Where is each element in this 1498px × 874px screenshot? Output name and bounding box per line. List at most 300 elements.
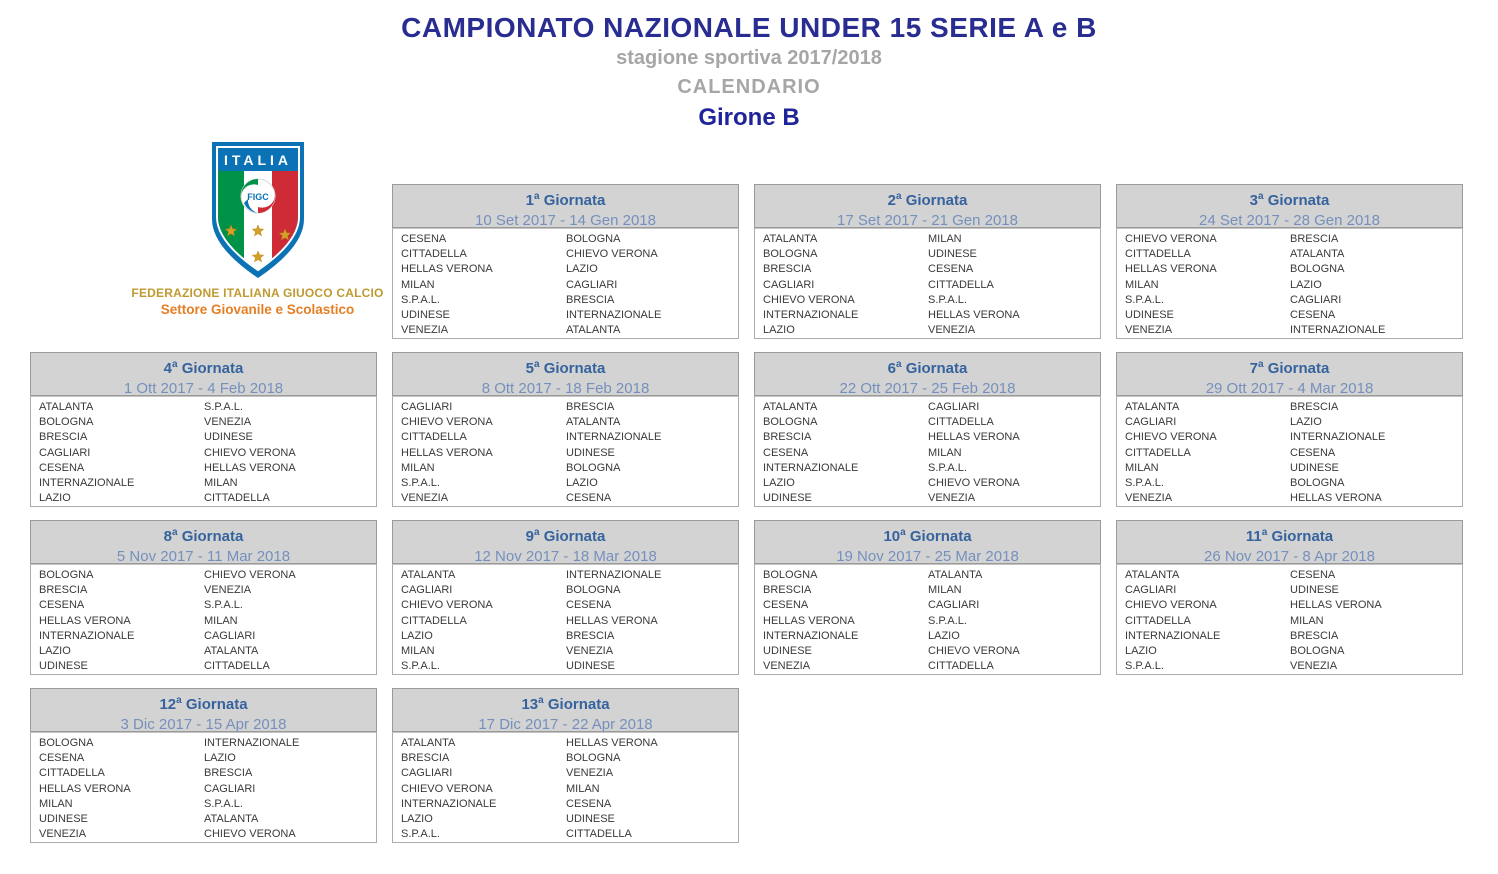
match-row: [763, 583, 1100, 598]
match-row: [401, 262, 738, 277]
page-title: CAMPIONATO NAZIONALE UNDER 15 SERIE A e B: [401, 12, 1097, 43]
giornata-ordinal-sup: a: [1261, 527, 1268, 538]
home-team: CAGLIARI: [401, 401, 453, 413]
away-team: UDINESE: [566, 813, 615, 826]
giornata-dates: 22 Ott 2017 - 25 Feb 2018: [839, 380, 1016, 397]
away-team: CHIEVO VERONA: [928, 477, 1020, 490]
home-team: CESENA: [763, 599, 809, 612]
away-team: ATALANTA: [204, 645, 259, 658]
match-row: [39, 583, 376, 598]
giornata-matches: [754, 564, 1101, 675]
giornata-word: Giornata: [185, 696, 248, 713]
away-team: MILAN: [204, 477, 238, 490]
away-team: CAGLIARI: [204, 782, 256, 795]
federation-sector: Settore Giovanile e Scolastico: [160, 302, 355, 317]
match-row: [39, 430, 376, 445]
home-team: ATALANTA: [1125, 569, 1180, 581]
away-team: UDINESE: [1290, 461, 1339, 474]
home-team: UDINESE: [39, 660, 88, 673]
away-team: S.P.A.L.: [204, 401, 243, 413]
away-team: CITTADELLA: [928, 278, 994, 291]
away-team: CITTADELLA: [566, 828, 632, 841]
giornata-ordinal-sup: a: [533, 191, 540, 202]
giornata-word: Giornata: [905, 360, 968, 377]
home-team: MILAN: [401, 278, 435, 291]
match-row: [39, 827, 376, 842]
match-row: [763, 323, 1100, 338]
away-team: HELLAS VERONA: [1290, 599, 1382, 612]
away-team: MILAN: [928, 584, 962, 597]
giornata-card: [754, 520, 1101, 675]
away-team: LAZIO: [928, 629, 960, 642]
away-team: CHIEVO VERONA: [928, 645, 1020, 658]
home-team: CESENA: [39, 599, 85, 612]
home-team: INTERNAZIONALE: [1125, 629, 1221, 642]
away-team: BRESCIA: [1290, 629, 1339, 642]
giornata-number: 12: [159, 696, 177, 713]
match-row: [401, 308, 738, 323]
away-team: VENEZIA: [928, 324, 976, 337]
away-team: BRESCIA: [204, 767, 253, 780]
giornata-dates: 5 Nov 2017 - 11 Mar 2018: [116, 548, 291, 565]
match-row: [401, 583, 738, 598]
giornata-word: Giornata: [1267, 192, 1330, 209]
away-team: UDINESE: [1290, 584, 1339, 597]
away-team: CHIEVO VERONA: [566, 248, 658, 261]
away-team: MILAN: [928, 233, 962, 245]
giornata-number: 11: [1245, 528, 1262, 545]
home-team: CESENA: [401, 233, 447, 245]
home-team: HELLAS VERONA: [39, 782, 131, 795]
giornata-dates: 17 Dic 2017 - 22 Apr 2018: [478, 716, 653, 733]
giornata-header: [392, 184, 739, 228]
away-team: S.P.A.L.: [928, 614, 967, 627]
away-team: CHIEVO VERONA: [204, 569, 296, 581]
match-row: [1125, 247, 1462, 262]
match-row: [401, 751, 738, 766]
away-team: BRESCIA: [566, 401, 615, 413]
match-row: [1125, 644, 1462, 659]
home-team: CHIEVO VERONA: [401, 599, 493, 612]
away-team: ATALANTA: [928, 569, 983, 581]
giornata-dates: 1 Ott 2017 - 4 Feb 2018: [123, 380, 284, 397]
away-team: BRESCIA: [566, 293, 615, 306]
giornata-number: 4: [163, 360, 172, 377]
match-row: [763, 476, 1100, 491]
away-team: S.P.A.L.: [204, 797, 243, 810]
match-row: [1125, 659, 1462, 674]
home-team: CHIEVO VERONA: [1125, 233, 1217, 245]
away-team: HELLAS VERONA: [1290, 492, 1382, 505]
giornata-title: [1117, 355, 1462, 379]
away-team: VENEZIA: [1290, 660, 1338, 673]
giornata-card: [30, 688, 377, 843]
away-team: VENEZIA: [928, 492, 976, 505]
away-team: S.P.A.L.: [928, 293, 967, 306]
match-row: [401, 568, 738, 583]
away-team: CITTADELLA: [928, 416, 994, 429]
away-team: VENEZIA: [566, 767, 614, 780]
match-row: [401, 598, 738, 613]
giornata-number: 1: [525, 192, 534, 209]
away-team: CESENA: [1290, 569, 1336, 581]
away-team: INTERNAZIONALE: [1290, 431, 1386, 444]
match-row: [39, 782, 376, 797]
home-team: CAGLIARI: [39, 446, 91, 459]
giornata-header: [392, 520, 739, 564]
match-row: [39, 659, 376, 674]
home-team: S.P.A.L.: [401, 660, 440, 673]
page-heading: [0, 0, 1498, 134]
home-team: BOLOGNA: [763, 416, 818, 429]
away-team: MILAN: [566, 782, 600, 795]
giornata-title: [31, 523, 376, 547]
giornata-dates: 29 Ott 2017 - 4 Mar 2018: [1205, 380, 1374, 397]
giornata-matches: [1116, 228, 1463, 339]
giornata-card: [754, 352, 1101, 507]
giornata-dates: 24 Set 2017 - 28 Gen 2018: [1199, 212, 1380, 229]
match-row: [39, 751, 376, 766]
giornata-title: [755, 355, 1100, 379]
giornata-card: [392, 520, 739, 675]
home-team: HELLAS VERONA: [401, 446, 493, 459]
match-row: [39, 812, 376, 827]
match-row: [1125, 461, 1462, 476]
away-team: BOLOGNA: [566, 233, 621, 245]
home-team: BRESCIA: [763, 431, 812, 444]
home-team: INTERNAZIONALE: [39, 629, 135, 642]
giornata-card: [1116, 184, 1463, 339]
away-team: CITTADELLA: [204, 660, 270, 673]
away-team: CAGLIARI: [928, 599, 980, 612]
giornata-ordinal-sup: a: [895, 359, 902, 370]
giornata-ordinal-sup: a: [533, 359, 540, 370]
away-team: BRESCIA: [1290, 401, 1339, 413]
home-team: CITTADELLA: [1125, 614, 1191, 627]
figc-shield-icon: [206, 139, 310, 281]
giornata-matches: [392, 732, 739, 843]
match-row: [39, 614, 376, 629]
home-team: S.P.A.L.: [401, 828, 440, 841]
match-row: [401, 278, 738, 293]
match-row: [763, 461, 1100, 476]
calendar-label: CALENDARIO: [677, 76, 821, 98]
away-team: CAGLIARI: [204, 629, 256, 642]
home-team: S.P.A.L.: [1125, 477, 1164, 490]
away-team: BOLOGNA: [1290, 645, 1345, 658]
home-team: LAZIO: [401, 813, 433, 826]
match-row: [763, 491, 1100, 506]
giornata-word: Giornata: [1267, 360, 1330, 377]
away-team: BOLOGNA: [566, 461, 621, 474]
home-team: BOLOGNA: [39, 416, 94, 429]
giornata-header: [30, 352, 377, 396]
giornata-word: Giornata: [181, 528, 244, 545]
match-row: [1125, 598, 1462, 613]
giornata-dates: 3 Dic 2017 - 15 Apr 2018: [120, 716, 287, 733]
match-row: [39, 736, 376, 751]
match-row: [401, 491, 738, 506]
match-row: [1125, 583, 1462, 598]
giornata-dates: 8 Ott 2017 - 18 Feb 2018: [481, 380, 650, 397]
away-team: LAZIO: [1290, 278, 1322, 291]
giornata-dates: 12 Nov 2017 - 18 Mar 2018: [474, 548, 657, 565]
federation-name: FEDERAZIONE ITALIANA GIUOCO CALCIO: [131, 286, 384, 300]
match-row: [763, 415, 1100, 430]
giornata-word: Giornata: [1271, 528, 1334, 545]
away-team: CHIEVO VERONA: [204, 446, 296, 459]
svg-text:FIGC: FIGC: [246, 192, 269, 202]
match-row: [401, 293, 738, 308]
giornata-number: 9: [525, 528, 534, 545]
away-team: INTERNAZIONALE: [566, 569, 662, 581]
match-row: [401, 797, 738, 812]
away-team: BRESCIA: [1290, 233, 1339, 245]
giornata-card: [392, 352, 739, 507]
match-row: [1125, 323, 1462, 338]
away-team: CESENA: [1290, 446, 1336, 459]
logo-cell: [30, 152, 384, 339]
away-team: CHIEVO VERONA: [204, 828, 296, 841]
match-row: [401, 614, 738, 629]
giornata-header: [1116, 352, 1463, 396]
away-team: HELLAS VERONA: [204, 461, 296, 474]
home-team: ATALANTA: [1125, 401, 1180, 413]
away-team: VENEZIA: [204, 584, 252, 597]
giornata-header: [1116, 520, 1463, 564]
giornata-matches: [1116, 396, 1463, 507]
home-team: UDINESE: [401, 309, 450, 322]
match-row: [763, 308, 1100, 323]
away-team: CAGLIARI: [566, 278, 618, 291]
match-row: [401, 782, 738, 797]
home-team: LAZIO: [39, 645, 71, 658]
match-row: [39, 415, 376, 430]
match-row: [763, 568, 1100, 583]
giornata-word: Giornata: [543, 192, 606, 209]
away-team: INTERNAZIONALE: [566, 309, 662, 322]
away-team: ATALANTA: [566, 324, 621, 337]
home-team: UDINESE: [763, 645, 812, 658]
giornata-matches: [392, 564, 739, 675]
home-team: INTERNAZIONALE: [401, 797, 497, 810]
match-row: [39, 644, 376, 659]
giornata-word: Giornata: [547, 696, 610, 713]
giornata-ordinal-sup: a: [176, 695, 182, 706]
home-team: ATALANTA: [39, 401, 94, 413]
home-team: VENEZIA: [401, 492, 449, 505]
home-team: S.P.A.L.: [401, 293, 440, 306]
giornata-number: 10: [883, 528, 901, 545]
giornata-dates: 17 Set 2017 - 21 Gen 2018: [837, 212, 1018, 229]
match-row: [1125, 308, 1462, 323]
match-row: [1125, 446, 1462, 461]
match-row: [1125, 232, 1462, 247]
home-team: VENEZIA: [401, 324, 449, 337]
away-team: LAZIO: [1290, 416, 1322, 429]
home-team: BRESCIA: [401, 752, 450, 765]
giornata-matches: [30, 396, 377, 507]
away-team: CAGLIARI: [928, 401, 980, 413]
home-team: S.P.A.L.: [1125, 293, 1164, 306]
giornata-title: [393, 523, 738, 547]
home-team: BRESCIA: [39, 584, 88, 597]
home-team: ATALANTA: [401, 569, 456, 581]
away-team: HELLAS VERONA: [566, 737, 658, 749]
home-team: CAGLIARI: [401, 767, 453, 780]
match-row: [401, 766, 738, 781]
home-team: LAZIO: [763, 477, 795, 490]
match-row: [1125, 430, 1462, 445]
match-row: [39, 400, 376, 415]
match-row: [401, 415, 738, 430]
match-row: [1125, 476, 1462, 491]
home-team: CITTADELLA: [1125, 248, 1191, 261]
match-row: [401, 736, 738, 751]
match-row: [763, 614, 1100, 629]
match-row: [1125, 614, 1462, 629]
home-team: VENEZIA: [39, 828, 87, 841]
away-team: CESENA: [1290, 309, 1336, 322]
giornata-title: [1117, 523, 1462, 547]
home-team: CHIEVO VERONA: [1125, 431, 1217, 444]
giornata-title: [393, 691, 738, 715]
match-row: [39, 766, 376, 781]
giornata-word: Giornata: [181, 360, 244, 377]
home-team: BRESCIA: [763, 584, 812, 597]
home-team: UDINESE: [1125, 309, 1174, 322]
away-team: UDINESE: [204, 431, 253, 444]
match-row: [763, 278, 1100, 293]
home-team: BRESCIA: [39, 431, 88, 444]
away-team: LAZIO: [204, 752, 236, 765]
home-team: MILAN: [1125, 461, 1159, 474]
giornata-number: 13: [521, 696, 539, 713]
home-team: HELLAS VERONA: [401, 263, 493, 276]
match-row: [401, 476, 738, 491]
giornata-header: [754, 184, 1101, 228]
giornata-matches: [392, 396, 739, 507]
match-row: [401, 659, 738, 674]
match-row: [763, 247, 1100, 262]
home-team: MILAN: [401, 461, 435, 474]
away-team: S.P.A.L.: [204, 599, 243, 612]
home-team: VENEZIA: [1125, 492, 1173, 505]
giornata-card: [1116, 520, 1463, 675]
match-row: [401, 827, 738, 842]
giornata-ordinal-sup: a: [900, 527, 906, 538]
away-team: BRESCIA: [566, 629, 615, 642]
giornata-header: [754, 352, 1101, 396]
giornata-card: [392, 184, 739, 339]
away-team: MILAN: [928, 446, 962, 459]
match-row: [39, 446, 376, 461]
match-row: [763, 598, 1100, 613]
home-team: HELLAS VERONA: [1125, 263, 1217, 276]
away-team: CESENA: [566, 797, 612, 810]
match-row: [39, 568, 376, 583]
match-row: [1125, 629, 1462, 644]
home-team: CESENA: [39, 752, 85, 765]
home-team: INTERNAZIONALE: [763, 629, 859, 642]
away-team: LAZIO: [566, 263, 598, 276]
giornata-dates: 10 Set 2017 - 14 Gen 2018: [475, 212, 656, 229]
giornata-word: Giornata: [543, 360, 606, 377]
match-row: [763, 293, 1100, 308]
match-row: [1125, 415, 1462, 430]
match-row: [401, 232, 738, 247]
giornata-number: 8: [163, 528, 172, 545]
home-team: CAGLIARI: [1125, 584, 1177, 597]
home-team: CHIEVO VERONA: [401, 416, 493, 429]
home-team: LAZIO: [401, 629, 433, 642]
giornata-word: Giornata: [905, 192, 968, 209]
away-team: CESENA: [566, 599, 612, 612]
away-team: BOLOGNA: [566, 752, 621, 765]
away-team: S.P.A.L.: [928, 461, 967, 474]
giornata-card: [30, 520, 377, 675]
away-team: MILAN: [204, 614, 238, 627]
giornata-title: [31, 355, 376, 379]
away-team: VENEZIA: [204, 416, 252, 429]
giornata-word: Giornata: [543, 528, 606, 545]
match-row: [39, 598, 376, 613]
svg-text:ITALIA: ITALIA: [223, 152, 292, 168]
match-row: [1125, 278, 1462, 293]
giornata-word: Giornata: [909, 528, 972, 545]
home-team: INTERNAZIONALE: [763, 309, 859, 322]
giornata-number: 7: [1249, 360, 1258, 377]
home-team: BOLOGNA: [39, 737, 94, 749]
giornata-ordinal-sup: a: [533, 527, 540, 538]
match-row: [401, 812, 738, 827]
giornata-matches: [754, 228, 1101, 339]
match-row: [763, 659, 1100, 674]
away-team: INTERNAZIONALE: [566, 431, 662, 444]
match-row: [1125, 491, 1462, 506]
away-team: LAZIO: [566, 477, 598, 490]
giornata-header: [1116, 184, 1463, 228]
home-team: CITTADELLA: [401, 431, 467, 444]
home-team: LAZIO: [1125, 645, 1157, 658]
home-team: CITTADELLA: [401, 614, 467, 627]
home-team: ATALANTA: [401, 737, 456, 749]
home-team: BOLOGNA: [763, 248, 818, 261]
giornata-ordinal-sup: a: [1257, 191, 1264, 202]
giornata-number: 6: [887, 360, 896, 377]
home-team: VENEZIA: [763, 660, 811, 673]
giornata-ordinal-sup: a: [171, 527, 178, 538]
match-row: [401, 430, 738, 445]
giornata-title: [393, 355, 738, 379]
home-team: CITTADELLA: [39, 767, 105, 780]
season-subtitle: stagione sportiva 2017/2018: [616, 47, 882, 69]
match-row: [763, 644, 1100, 659]
home-team: CITTADELLA: [401, 248, 467, 261]
match-row: [401, 400, 738, 415]
group-label: Girone B: [698, 104, 800, 131]
home-team: CHIEVO VERONA: [763, 293, 855, 306]
match-row: [39, 476, 376, 491]
match-row: [401, 461, 738, 476]
match-row: [763, 430, 1100, 445]
away-team: HELLAS VERONA: [928, 431, 1020, 444]
giornata-matches: [1116, 564, 1463, 675]
away-team: ATALANTA: [204, 813, 259, 826]
away-team: ATALANTA: [1290, 248, 1345, 261]
match-row: [763, 629, 1100, 644]
match-row: [763, 400, 1100, 415]
